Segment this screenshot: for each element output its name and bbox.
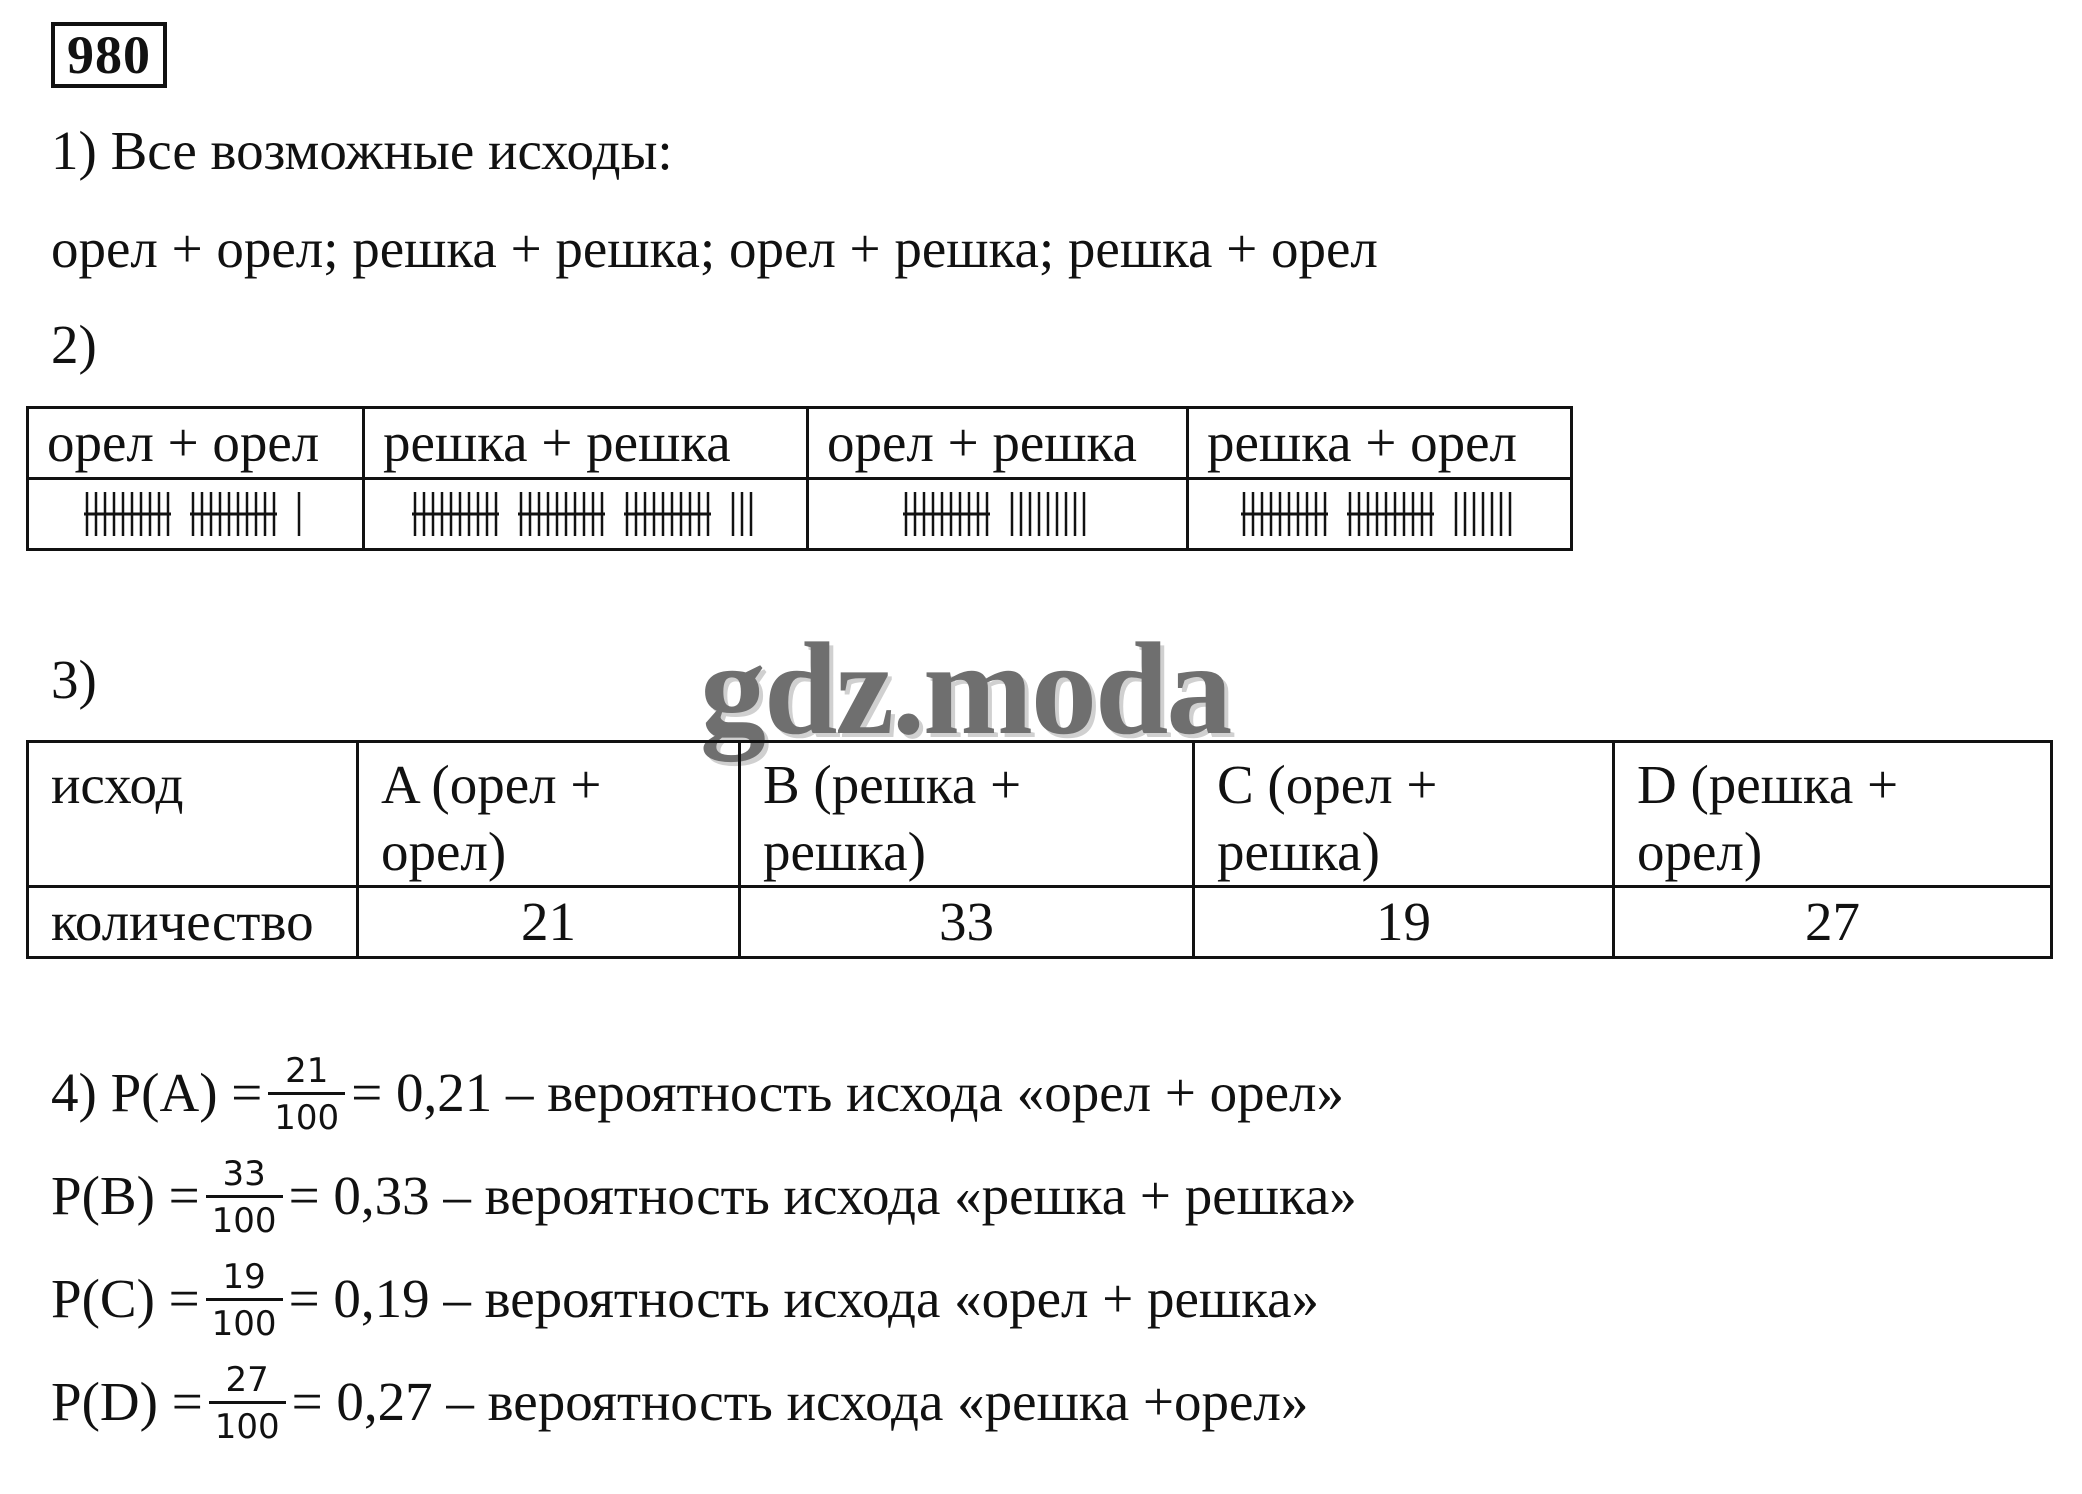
tally-header-2: орел + решка — [808, 408, 1188, 479]
prob-d-prefix: P(D) = — [51, 1371, 203, 1433]
outcome-a-line1: A (орел + — [381, 754, 602, 815]
outcome-c — [1194, 742, 1614, 887]
fraction-a — [268, 1051, 345, 1138]
tally-cell-1 — [364, 479, 808, 550]
outcome-b — [740, 742, 1194, 887]
outcome-b-line1: B (решка + — [763, 754, 1022, 815]
outcomes-line: орел + орел; решка + решка; орел + решка; решка + орел — [51, 218, 1378, 279]
probability-line-d — [51, 1360, 1309, 1448]
row-label-outcome: исход — [28, 742, 358, 887]
tally-cell-0 — [28, 479, 364, 550]
fraction-d — [209, 1360, 286, 1447]
fraction-d-numerator: 27 — [209, 1363, 286, 1404]
prob-c-prefix: P(C) = — [51, 1268, 200, 1330]
tally-marks-1 — [411, 486, 760, 542]
probability-line-b — [51, 1154, 1357, 1242]
tally-header-0: орел + орел — [28, 408, 364, 479]
outcome-c-line2: решка) — [1217, 821, 1380, 882]
count-b: 33 — [740, 887, 1194, 958]
count-c: 19 — [1194, 887, 1614, 958]
tally-marks-0 — [83, 486, 308, 542]
fraction-b-denominator: 100 — [211, 1201, 277, 1241]
part1-heading: 1) Все возможные исходы: — [51, 120, 673, 181]
fraction-a-numerator: 21 — [268, 1054, 345, 1095]
problem-number: 980 — [51, 22, 167, 88]
row-label-count: количество — [28, 887, 358, 958]
fraction-a-denominator: 100 — [274, 1098, 340, 1138]
prob-a-prefix: 4) P(A) = — [51, 1062, 263, 1124]
probability-line-a — [51, 1051, 1344, 1139]
outcome-d-line1: D (решка + — [1637, 754, 1899, 815]
prob-b-prefix: P(B) = — [51, 1165, 200, 1227]
outcome-a-line2: орел) — [381, 821, 507, 882]
outcome-d-line2: орел) — [1637, 821, 1763, 882]
outcome-d — [1614, 742, 2052, 887]
fraction-c-denominator: 100 — [211, 1304, 277, 1344]
outcome-table — [26, 740, 2053, 959]
count-a: 21 — [358, 887, 740, 958]
tally-cell-3 — [1188, 479, 1572, 550]
watermark: gdz.moda — [700, 615, 1231, 762]
fraction-b — [206, 1154, 283, 1241]
part3-label: 3) — [51, 649, 97, 710]
prob-a-suffix: = 0,21 – вероятность исхода «орел + орел» — [351, 1062, 1344, 1124]
fraction-c-numerator: 19 — [206, 1260, 283, 1301]
count-d: 27 — [1614, 887, 2052, 958]
outcome-b-line2: решка) — [763, 821, 926, 882]
prob-b-suffix: = 0,33 – вероятность исхода «решка + решка» — [288, 1165, 1357, 1227]
fraction-d-denominator: 100 — [214, 1407, 280, 1447]
tally-table — [26, 406, 1573, 551]
tally-header-1: решка + решка — [364, 408, 808, 479]
tally-marks-3 — [1240, 486, 1519, 542]
outcome-c-line1: C (орел + — [1217, 754, 1438, 815]
probability-line-c — [51, 1257, 1320, 1345]
prob-c-suffix: = 0,19 – вероятность исхода «орел + решка» — [288, 1268, 1320, 1330]
outcome-a — [358, 742, 740, 887]
tally-cell-2 — [808, 479, 1188, 550]
tally-header-3: решка + орел — [1188, 408, 1572, 479]
prob-d-suffix: = 0,27 – вероятность исхода «решка +орел» — [291, 1371, 1309, 1433]
tally-marks-2 — [902, 486, 1093, 542]
fraction-c — [206, 1257, 283, 1344]
fraction-b-numerator: 33 — [206, 1157, 283, 1198]
part2-label: 2) — [51, 314, 97, 375]
